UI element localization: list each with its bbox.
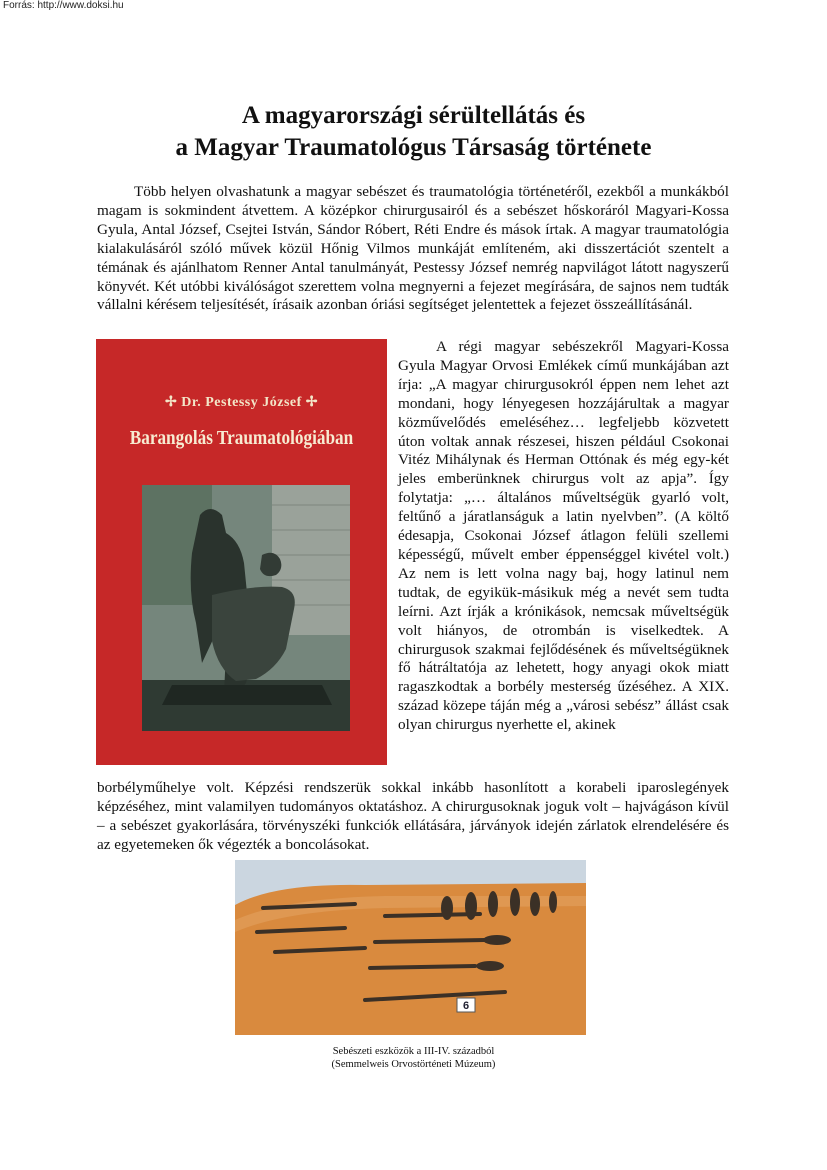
paragraph-barber-surgeons: A régi magyar sebészekről Magyari-Kossa Gyula Magyar Orvosi Emlékek című munkájában azt írja: „A magyar chirurgusokról éppen nem lehet azt mondani, hogy lényegesen hozzájárultak a magyar közművelődés emeléséhez… legfeljebb közvetett úton voltak annak részesei, hiszen például Csokonai Vitéz Mihálynak és Herman Ottónak és még egy-két jeles emberünknek chirurgus volt az apja”. Így folytatja: „… általános műveltségük gyarló volt, feltűnő a járatlanságuk a latin nyelvben”. (A költő édesapja, Csokonai József átlagon felüli szellemi képességű, művelt ember éppenséggel kivétel volt.) Az nem is lett volna nagy baj, hogy latinul nem tudtak, de egyikük-másikuk még a nevét sem tudta leírni. Azt írják a krónikások, nemcsak műveltségük volt hiányos, de otrombán is viselkedtek. A chirurgusok szakmai fejlődésének és műveltségüknek fő hátráltatója az lehetett, hogy anyagi okok miatt ragaszkodtak a borbély mesterség űzéséhez. A XIX. század közepe táján még a „városi sebész” állást csak olyan chirurgus nyerhette el, akinek	[398, 338, 729, 734]
surgical-instruments-photo	[235, 860, 586, 1035]
page-title	[0, 100, 827, 164]
paragraph-intro: Több helyen olvashatunk a magyar sebészet és traumatológia történetéről, ezekből a munkákból magam is sokmindent átvettem. A középkor chirurgusairól és a sebészet hőskoráról Magyari-Kossa Gyula, Antal József, Csejtei István, Sándor Róbert, Réti Endre és mások írtak. A magyar traumatológia kialakulásáról szóló művek közül Hőnig Vilmos munkáját említeném, aki disszertációt szentelt a témának és ajánlhatom Renner Antal tanulmányát, Pestessy József nemrég napvilágot látott nagyszerű könyvét. Két utóbbi kiválóságot szerettem volna megnyerni a fejezet megírására, de sajnos nem tudták vállalni kérésem teljesítését, írásaik azonban óriási segítséget jelentettek a fejezet összeállításánál.	[97, 183, 729, 314]
caption-line-1: Sebészeti eszközök a III-IV. századból	[332, 1046, 495, 1057]
paragraph-training: borbélyműhelye volt. Képzési rendszerük sokkal inkább hasonlított a korabeli iparoslegények képzéséhez, mint valamilyen tudományos oktatáshoz. A chirurgusoknak joguk volt – hajvágáson kívül – a sebészet gyakorlására, törvényszéki funkciók ellátására, járványok idején zárlatok elrendelésére és az egyetemeken ők végezték a boncolásokat.	[97, 779, 729, 853]
title-line-1: A magyarországi sérültellátás és	[241, 102, 586, 129]
statue-illustration	[142, 485, 350, 731]
caption-line-2: (Semmelweis Orvostörténeti Múzeum)	[331, 1059, 496, 1070]
photo-caption	[0, 1045, 827, 1071]
book-cover-title: Barangolás Traumatológiában	[129, 427, 354, 449]
ornament-left-icon: ✢	[164, 395, 182, 410]
ornament-right-icon: ✢	[301, 395, 319, 410]
exhibit-label-number: 6	[462, 1000, 470, 1012]
statue-photo	[142, 485, 350, 731]
title-line-2: a Magyar Traumatológus Társaság története	[175, 134, 652, 161]
instruments-illustration	[235, 860, 586, 1035]
source-note: Forrás: http://www.doksi.hu	[3, 0, 124, 11]
book-cover-image	[96, 339, 387, 765]
book-cover-author: ✢ Dr. Pestessy József ✢	[164, 395, 319, 410]
